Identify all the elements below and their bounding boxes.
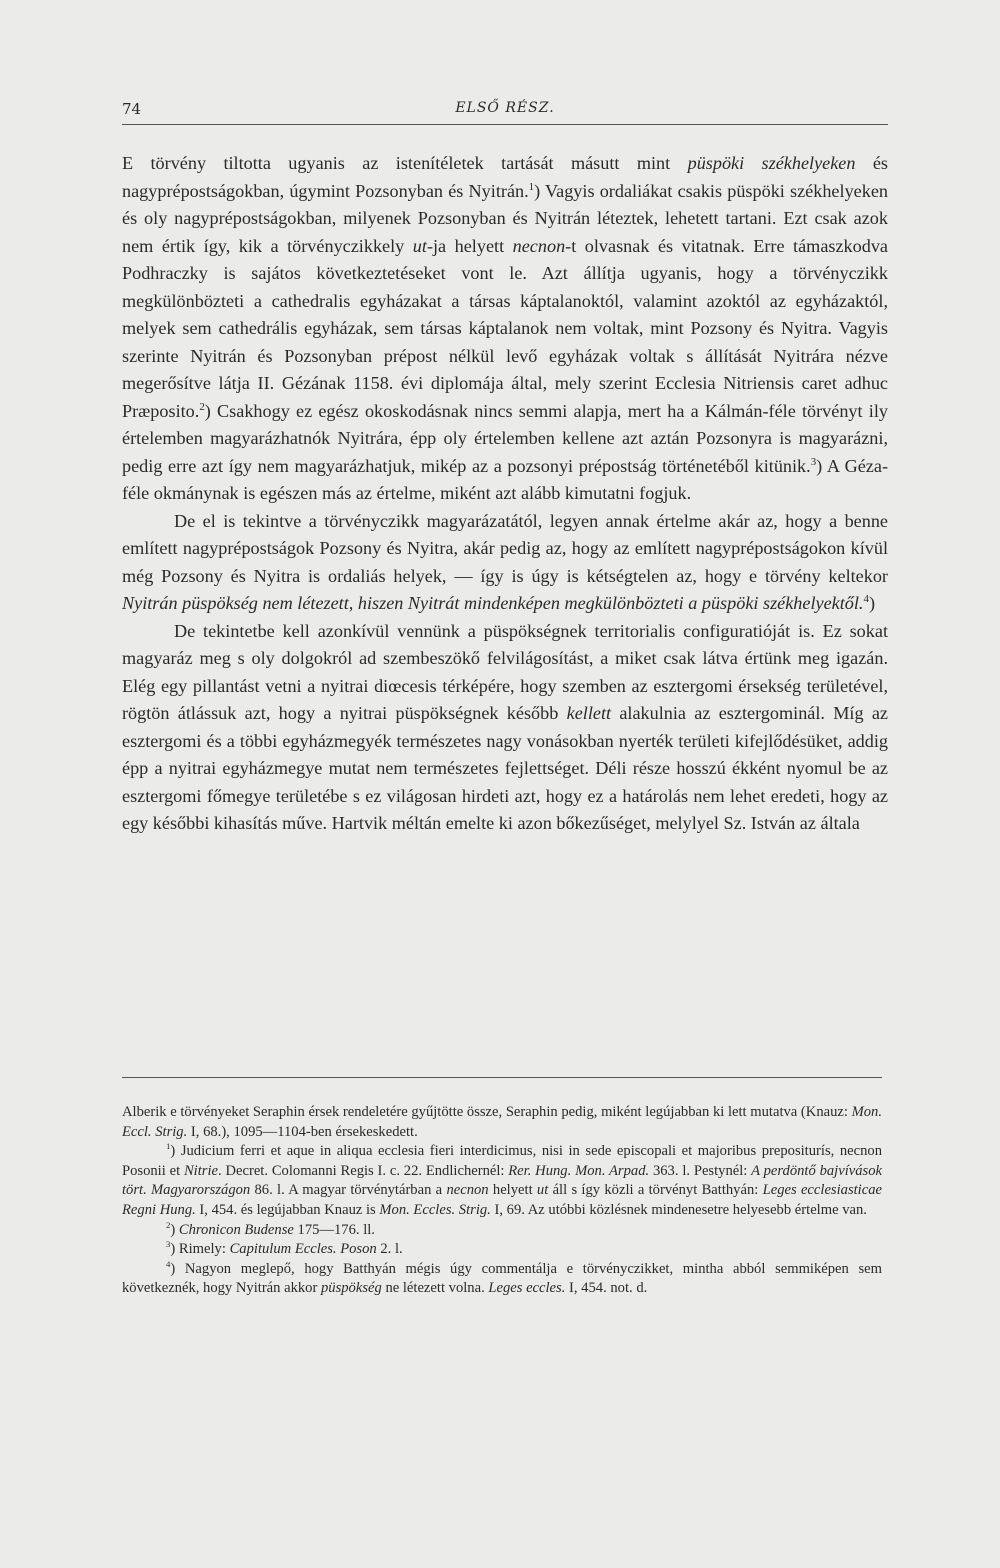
footnote-divider	[122, 1077, 882, 1078]
footnote-3: $^3$) Rimely: Capitulum Eccles. Poson 2. l.	[166, 1239, 403, 1258]
footnote-continuation: Alberik e törvényeket Seraphin érsek rendeletére gyűjtötte össze, Seraphin pedig, miként legújabban ki lett mutatva (Knauz: Mon. Eccl. Strig. I, 68.), 1095—1104-ben érsekeskedett.	[122, 1104, 882, 1140]
running-head: ELSŐ RÉSZ.	[455, 100, 555, 116]
footnote-1: $^1$) Judicium ferri et aque in aliqua ecclesia fieri interdicimus, nisi in sede episcopali et majoribus prepositurís, necnon Posonii et Nitrie. Decret. Colomanni Regis I. c. 22. Endlichernél: Rer. Hung. Mon. Arpad. 363. l. Pestynél: A perdöntő bajvívások tört. Magyarországon 86. l. A magyar törvénytárban a necnon helyett ut áll s így közli a törvényt Batthyán: Leges ecclesiasticae Regni Hung. I, 454. és legújabban Knauz is Mon. Eccles. Strig. I, 69. Az utóbbi közlésnek mindenesetre helyesebb értelme van.	[122, 1141, 882, 1218]
footnotes	[122, 1103, 882, 1299]
paragraph-3: De tekintetbe kell azonkívül vennünk a püspökségnek territorialis configuratióját is. Ez sokat magyaráz meg s oly dolgokról ad szembeszökő felvilágosítást, a miket csak látva értünk meg igazán. Elég egy pillantást vetni a nyitrai diœcesis térképére, hogy szemben az esztergomi érsekség területével, rögtön átlássuk azt, hogy a nyitrai püspökségnek később kellett alakulnia az esztergominál. Míg az esztergomi és a többi egyházmegyék természetes nagy vonásokban nyerték területi kifejlődésüket, addig épp a nyitrai egyházmegye mutat nem természetes fejlettséget. Déli része hosszú ékként nyomul be az esztergomi főmegye területébe s ez világosan hirdeti azt, hogy ez a határolás nem lehet eredeti, hogy az egy későbbi kihasítás műve. Hartvik méltán emelte ki azon bőkezűséget, melylyel Sz. István az általa	[122, 620, 888, 833]
main-text	[122, 150, 888, 838]
page-header	[122, 100, 888, 125]
paragraph-2: De el is tekintve a törvényczikk magyarázatától, legyen annak értelme akár az, hogy a benne említett nagyprépostságok Pozsony és Nyitra, akár pedig az, hogy az említett nagyprépostságokon kívül még Pozsony és Nyitra is ordaliás helyek, — így is úgy is kétségtelen az, hogy e törvény keltekor Nyitrán püspökség nem létezett, hiszen Nyitrát mindenképen megkülönbözteti a püspöki székhelyektől.$^4$)	[122, 510, 888, 613]
footnote-4: $^4$) Nagyon meglepő, hogy Batthyán mégis úgy commentálja e törvényczikket, mintha abból semmiképen sem következnék, hogy Nyitrán akkor püspökség ne létezett volna. Leges eccles. I, 454. not. d.	[122, 1258, 882, 1297]
paragraph-1: E törvény tiltotta ugyanis az istenítéletek tartását másutt mint püspöki székhelyeken és nagyprépostságokban, úgymint Pozsonyban és Nyitrán.$^1$) Vagyis ordaliákat csakis püspöki székhelyeken és oly nagyprépostságokban, milyenek Pozsonyban és Nyitrán léteztek, lehetett tartani. Ezt csak azok nem értik így, kik a törvényczikkely ut-ja helyett necnon-t olvasnak és vitatnak. Erre támaszkodva Podhraczky is sajátos következtetéseket vont le. Azt állítja ugyanis, hogy a törvényczikk megkülönbözteti a cathedralis egyházakat a társas káptalanoktól, valamint azoktól az egyházaktól, melyek sem cathedrális egyházak, sem társas káptalanok nem voltak, mint Pozsony és Nyitra. Vagyis szerinte Nyitrán és Pozsonyban prépost nélkül levő egyházak voltak s állítását Nyitrára nézve megerősítve látja II. Gézának 1158. évi diplomája által, mely szerint Ecclesia Nitriensis caret adhuc Præposito.$^2$) Csakhogy ez egész okoskodásnak nincs semmi alapja, mert ha a Kálmán-féle törvényt ily értelemben magyarázhatnók Nyitrára, épp oly értelemben kellene azt aztán Pozsonyra is magyarázni, pedig erre azt így nem magyarázhatjuk, mikép az a pozsonyi prépostság történetéből kitünik.$^3$) A Géza-féle okmánynak is egészen más az értelme, miként azt alább kimutatni fogjuk.	[122, 153, 889, 503]
footnote-2: $^2$) Chronicon Budense 175—176. ll.	[166, 1219, 375, 1238]
page-number: 74	[122, 100, 142, 118]
